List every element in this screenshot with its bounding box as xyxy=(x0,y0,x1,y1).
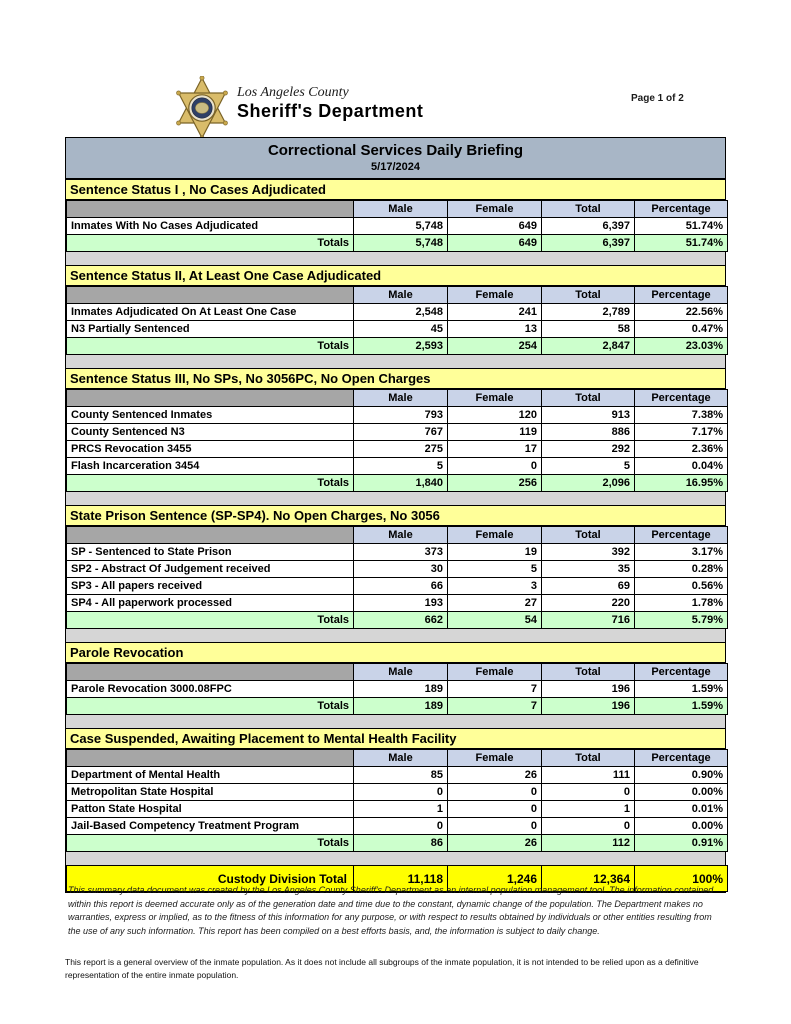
table-row xyxy=(67,681,728,698)
row-label: SP3 - All papers received xyxy=(67,578,354,595)
section-title: Sentence Status III, No SPs, No 3056PC, No Open Charges xyxy=(66,368,725,389)
male-value: 5 xyxy=(354,458,448,475)
page-header xyxy=(0,0,791,137)
percentage-value: 22.56% xyxy=(635,304,728,321)
row-label: Department of Mental Health xyxy=(67,767,354,784)
column-header-row xyxy=(67,201,728,218)
male-total: 86 xyxy=(354,835,448,852)
male-total: 2,593 xyxy=(354,338,448,355)
percentage-value: 0.01% xyxy=(635,801,728,818)
total-value: 2,789 xyxy=(542,304,635,321)
column-header-row xyxy=(67,750,728,767)
section-case-suspended-mental-health xyxy=(66,728,725,852)
female-value: 0 xyxy=(448,784,542,801)
column-header-male: Male xyxy=(354,287,448,304)
table-row xyxy=(67,767,728,784)
column-header-male: Male xyxy=(354,527,448,544)
female-total: 256 xyxy=(448,475,542,492)
section-title: Sentence Status I , No Cases Adjudicated xyxy=(66,179,725,200)
male-total: 189 xyxy=(354,698,448,715)
section-state-prison-sentence xyxy=(66,505,725,629)
male-value: 1 xyxy=(354,801,448,818)
section-title: Sentence Status II, At Least One Case Adjudicated xyxy=(66,265,725,286)
total-value: 886 xyxy=(542,424,635,441)
disclaimer-footnote: This summary data document was created by the Los Angeles County Sheriff's Department as an internal population management tool. The information contained within this report is deemed accurate only as of the generation date and time due to the constant, dynamic change of the population. The Department makes no warranties, express or implied, as to the fitness of this information for any purpose, or with respect to results obtained by individuals or other entities resulting from the use of any such information. This report has been compiled on a best efforts basis, and, the information is subject to daily change. xyxy=(68,885,714,936)
column-header-row xyxy=(67,527,728,544)
percentage-value: 7.38% xyxy=(635,407,728,424)
totals-label: Totals xyxy=(67,338,354,355)
table-row xyxy=(67,801,728,818)
male-value: 793 xyxy=(354,407,448,424)
table-row xyxy=(67,304,728,321)
female-total: 254 xyxy=(448,338,542,355)
female-value: 241 xyxy=(448,304,542,321)
percentage-value: 3.17% xyxy=(635,544,728,561)
female-total: 54 xyxy=(448,612,542,629)
male-value: 30 xyxy=(354,561,448,578)
row-label: Metropolitan State Hospital xyxy=(67,784,354,801)
row-label: SP4 - All paperwork processed xyxy=(67,595,354,612)
row-label: County Sentenced Inmates xyxy=(67,407,354,424)
section-parole-revocation xyxy=(66,642,725,715)
female-value: 5 xyxy=(448,561,542,578)
totals-label: Totals xyxy=(67,698,354,715)
column-header-row xyxy=(67,390,728,407)
totals-label: Totals xyxy=(67,612,354,629)
total-total: 112 xyxy=(542,835,635,852)
total-value: 1 xyxy=(542,801,635,818)
table-row xyxy=(67,441,728,458)
column-header-percentage: Percentage xyxy=(635,750,728,767)
total-total: 196 xyxy=(542,698,635,715)
table-row xyxy=(67,818,728,835)
table-row xyxy=(67,784,728,801)
percentage-value: 2.36% xyxy=(635,441,728,458)
totals-row xyxy=(67,338,728,355)
percentage-total: 1.59% xyxy=(635,698,728,715)
total-value: 196 xyxy=(542,681,635,698)
percentage-value: 1.59% xyxy=(635,681,728,698)
column-header-female: Female xyxy=(448,390,542,407)
row-label: SP2 - Abstract Of Judgement received xyxy=(67,561,354,578)
total-total: 2,847 xyxy=(542,338,635,355)
column-header-total: Total xyxy=(542,527,635,544)
total-value: 69 xyxy=(542,578,635,595)
grand-female-total: 1,246 xyxy=(448,866,542,892)
total-value: 35 xyxy=(542,561,635,578)
section-title: Parole Revocation xyxy=(66,642,725,663)
agency-county: Los Angeles County xyxy=(237,85,349,100)
sheriff-star-badge-icon xyxy=(172,76,232,145)
female-value: 26 xyxy=(448,767,542,784)
section-sentence-status-1 xyxy=(66,179,725,252)
section-table xyxy=(66,749,728,852)
male-total: 662 xyxy=(354,612,448,629)
column-header-total: Total xyxy=(542,201,635,218)
column-header-male: Male xyxy=(354,390,448,407)
column-header-total: Total xyxy=(542,750,635,767)
totals-label: Totals xyxy=(67,475,354,492)
total-value: 913 xyxy=(542,407,635,424)
totals-row xyxy=(67,612,728,629)
row-label: Patton State Hospital xyxy=(67,801,354,818)
column-header-percentage: Percentage xyxy=(635,201,728,218)
column-header-blank xyxy=(67,527,354,544)
grand-total-total: 12,364 xyxy=(542,866,635,892)
female-total: 26 xyxy=(448,835,542,852)
total-value: 0 xyxy=(542,784,635,801)
totals-row xyxy=(67,698,728,715)
male-value: 275 xyxy=(354,441,448,458)
section-table xyxy=(66,286,728,355)
agency-department: Sheriff's Department xyxy=(237,101,424,121)
table-row xyxy=(67,424,728,441)
section-title: State Prison Sentence (SP-SP4). No Open Charges, No 3056 xyxy=(66,505,725,526)
column-header-female: Female xyxy=(448,287,542,304)
female-value: 0 xyxy=(448,818,542,835)
percentage-value: 7.17% xyxy=(635,424,728,441)
column-header-female: Female xyxy=(448,527,542,544)
row-label: County Sentenced N3 xyxy=(67,424,354,441)
column-header-female: Female xyxy=(448,201,542,218)
table-row xyxy=(67,321,728,338)
total-value: 0 xyxy=(542,818,635,835)
male-total: 5,748 xyxy=(354,235,448,252)
female-value: 119 xyxy=(448,424,542,441)
column-header-male: Male xyxy=(354,750,448,767)
column-header-male: Male xyxy=(354,201,448,218)
percentage-value: 51.74% xyxy=(635,218,728,235)
report-title-band xyxy=(66,138,725,179)
column-header-percentage: Percentage xyxy=(635,287,728,304)
grand-male-total: 11,118 xyxy=(354,866,448,892)
page-number-label: Page 1 of 2 xyxy=(631,93,684,104)
percentage-value: 0.56% xyxy=(635,578,728,595)
female-value: 0 xyxy=(448,801,542,818)
male-value: 189 xyxy=(354,681,448,698)
daily-briefing-report xyxy=(65,137,726,893)
male-value: 0 xyxy=(354,818,448,835)
section-title: Case Suspended, Awaiting Placement to Mental Health Facility xyxy=(66,728,725,749)
section-table xyxy=(66,200,728,252)
column-header-percentage: Percentage xyxy=(635,664,728,681)
female-total: 7 xyxy=(448,698,542,715)
totals-label: Totals xyxy=(67,835,354,852)
total-value: 292 xyxy=(542,441,635,458)
overview-footnote: This report is a general overview of the inmate population. As it does not include all subgroups of the inmate population, it is not intended to be relied upon as a definitive representation of the entire inmate population. xyxy=(65,957,699,981)
section-sentence-status-3 xyxy=(66,368,725,492)
column-header-blank xyxy=(67,287,354,304)
grand-percentage-total: 100% xyxy=(635,866,728,892)
percentage-total: 5.79% xyxy=(635,612,728,629)
row-label: Inmates Adjudicated On At Least One Case xyxy=(67,304,354,321)
total-value: 392 xyxy=(542,544,635,561)
column-header-male: Male xyxy=(354,664,448,681)
row-label: PRCS Revocation 3455 xyxy=(67,441,354,458)
female-value: 17 xyxy=(448,441,542,458)
female-value: 120 xyxy=(448,407,542,424)
total-total: 716 xyxy=(542,612,635,629)
report-title: Correctional Services Daily Briefing xyxy=(267,142,524,159)
male-total: 1,840 xyxy=(354,475,448,492)
report-date: 5/17/2024 xyxy=(371,161,420,173)
section-table xyxy=(66,389,728,492)
column-header-female: Female xyxy=(448,664,542,681)
female-value: 0 xyxy=(448,458,542,475)
male-value: 193 xyxy=(354,595,448,612)
totals-label: Totals xyxy=(67,235,354,252)
table-row xyxy=(67,578,728,595)
column-header-total: Total xyxy=(542,390,635,407)
column-header-blank xyxy=(67,390,354,407)
percentage-total: 0.91% xyxy=(635,835,728,852)
column-header-row xyxy=(67,664,728,681)
grand-total-label: Custody Division Total xyxy=(67,866,354,892)
totals-row xyxy=(67,235,728,252)
percentage-value: 0.28% xyxy=(635,561,728,578)
table-row xyxy=(67,218,728,235)
male-value: 45 xyxy=(354,321,448,338)
column-header-female: Female xyxy=(448,750,542,767)
column-header-total: Total xyxy=(542,287,635,304)
column-header-blank xyxy=(67,750,354,767)
table-row xyxy=(67,561,728,578)
percentage-value: 0.47% xyxy=(635,321,728,338)
row-label: Inmates With No Cases Adjudicated xyxy=(67,218,354,235)
female-total: 649 xyxy=(448,235,542,252)
female-value: 19 xyxy=(448,544,542,561)
male-value: 5,748 xyxy=(354,218,448,235)
column-header-total: Total xyxy=(542,664,635,681)
column-header-percentage: Percentage xyxy=(635,527,728,544)
totals-row xyxy=(67,835,728,852)
percentage-value: 0.04% xyxy=(635,458,728,475)
male-value: 767 xyxy=(354,424,448,441)
row-label: SP - Sentenced to State Prison xyxy=(67,544,354,561)
male-value: 85 xyxy=(354,767,448,784)
column-header-percentage: Percentage xyxy=(635,390,728,407)
totals-row xyxy=(67,475,728,492)
total-total: 6,397 xyxy=(542,235,635,252)
row-label: Parole Revocation 3000.08FPC xyxy=(67,681,354,698)
total-value: 111 xyxy=(542,767,635,784)
agency-name xyxy=(237,85,423,122)
table-row xyxy=(67,458,728,475)
column-header-blank xyxy=(67,664,354,681)
percentage-value: 1.78% xyxy=(635,595,728,612)
female-value: 13 xyxy=(448,321,542,338)
row-label: Jail-Based Competency Treatment Program xyxy=(67,818,354,835)
female-value: 649 xyxy=(448,218,542,235)
female-value: 7 xyxy=(448,681,542,698)
total-value: 220 xyxy=(542,595,635,612)
column-header-blank xyxy=(67,201,354,218)
male-value: 0 xyxy=(354,784,448,801)
percentage-total: 16.95% xyxy=(635,475,728,492)
section-table xyxy=(66,663,728,715)
percentage-value: 0.00% xyxy=(635,784,728,801)
row-label: Flash Incarceration 3454 xyxy=(67,458,354,475)
female-value: 3 xyxy=(448,578,542,595)
table-row xyxy=(67,544,728,561)
row-label: N3 Partially Sentenced xyxy=(67,321,354,338)
total-value: 5 xyxy=(542,458,635,475)
total-value: 58 xyxy=(542,321,635,338)
section-table xyxy=(66,526,728,629)
male-value: 2,548 xyxy=(354,304,448,321)
total-value: 6,397 xyxy=(542,218,635,235)
table-row xyxy=(67,595,728,612)
percentage-value: 0.90% xyxy=(635,767,728,784)
female-value: 27 xyxy=(448,595,542,612)
total-total: 2,096 xyxy=(542,475,635,492)
male-value: 373 xyxy=(354,544,448,561)
percentage-total: 23.03% xyxy=(635,338,728,355)
column-header-row xyxy=(67,287,728,304)
percentage-value: 0.00% xyxy=(635,818,728,835)
male-value: 66 xyxy=(354,578,448,595)
table-row xyxy=(67,407,728,424)
percentage-total: 51.74% xyxy=(635,235,728,252)
section-sentence-status-2 xyxy=(66,265,725,355)
